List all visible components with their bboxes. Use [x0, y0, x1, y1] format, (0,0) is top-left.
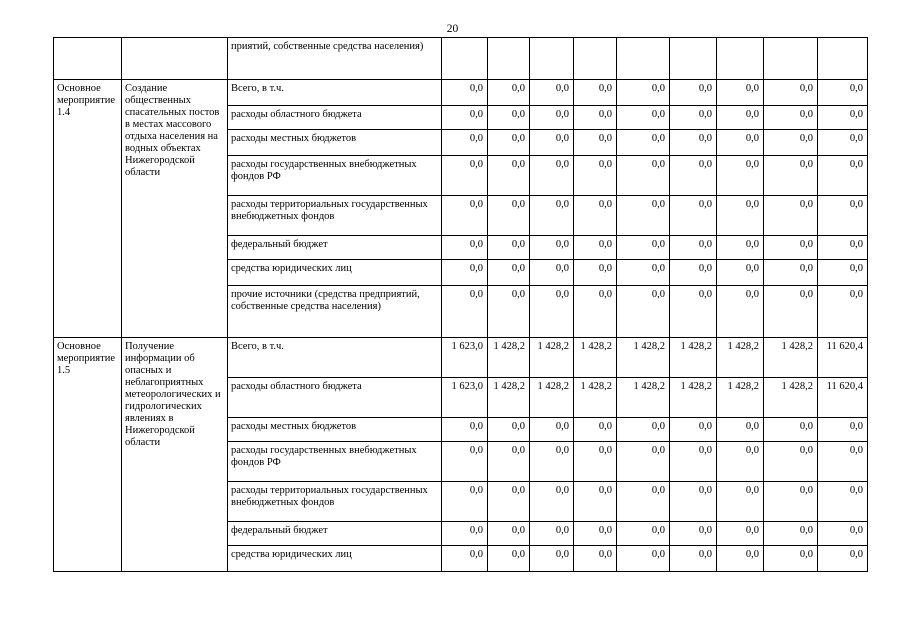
value-cell: 0,0: [574, 418, 617, 442]
value-cell: 0,0: [574, 522, 617, 546]
value-cell: 0,0: [617, 156, 670, 196]
value-cell: 1 428,2: [670, 378, 717, 418]
value-cell: 0,0: [442, 80, 488, 106]
value-cell: 0,0: [617, 522, 670, 546]
value-cell: 0,0: [617, 130, 670, 156]
activity-name: Создание общественных спасательных постов в местах массового отдыха населения на водных объектах Нижегородской области: [122, 80, 228, 338]
value-cell: [488, 38, 530, 80]
funding-source: средства юридических лиц: [228, 546, 442, 572]
value-cell: 0,0: [617, 196, 670, 236]
value-cell: 0,0: [764, 442, 818, 482]
funding-source: расходы государственных внебюджетных фондов РФ: [228, 442, 442, 482]
value-cell: 0,0: [670, 286, 717, 338]
value-cell: 0,0: [764, 546, 818, 572]
value-cell: 1 428,2: [670, 338, 717, 378]
value-cell: 0,0: [764, 156, 818, 196]
funding-source: расходы областного бюджета: [228, 378, 442, 418]
value-cell: 0,0: [717, 482, 764, 522]
value-cell: 0,0: [442, 482, 488, 522]
value-cell: 0,0: [442, 546, 488, 572]
value-cell: 0,0: [530, 286, 574, 338]
value-cell: 1 428,2: [717, 378, 764, 418]
value-cell: 0,0: [818, 482, 868, 522]
value-cell: 0,0: [717, 546, 764, 572]
value-cell: 0,0: [488, 80, 530, 106]
value-cell: 0,0: [442, 130, 488, 156]
value-cell: 0,0: [488, 546, 530, 572]
value-cell: 0,0: [488, 442, 530, 482]
value-cell: 1 428,2: [574, 338, 617, 378]
value-cell: 0,0: [574, 482, 617, 522]
value-cell: 0,0: [818, 80, 868, 106]
value-cell: 0,0: [574, 196, 617, 236]
value-cell: 0,0: [617, 106, 670, 130]
value-cell: 0,0: [670, 106, 717, 130]
value-cell: 0,0: [574, 130, 617, 156]
value-cell: 0,0: [488, 236, 530, 260]
value-cell: 0,0: [670, 546, 717, 572]
value-cell: 0,0: [442, 260, 488, 286]
funding-source: расходы территориальных государственных внебюджетных фондов: [228, 482, 442, 522]
value-cell: 0,0: [617, 236, 670, 260]
value-cell: 0,0: [670, 418, 717, 442]
funding-source: федеральный бюджет: [228, 236, 442, 260]
value-cell: 0,0: [617, 546, 670, 572]
value-cell: 0,0: [764, 522, 818, 546]
value-cell: 0,0: [488, 418, 530, 442]
value-cell: 0,0: [818, 130, 868, 156]
value-cell: [670, 38, 717, 80]
value-cell: 0,0: [764, 482, 818, 522]
value-cell: 0,0: [488, 196, 530, 236]
funding-source: расходы местных бюджетов: [228, 418, 442, 442]
value-cell: 0,0: [530, 546, 574, 572]
funding-source: средства юридических лиц: [228, 260, 442, 286]
funding-source: Всего, в т.ч.: [228, 338, 442, 378]
value-cell: 0,0: [488, 130, 530, 156]
value-cell: 0,0: [530, 418, 574, 442]
table-row: [54, 80, 868, 106]
value-cell: 0,0: [574, 80, 617, 106]
value-cell: [764, 38, 818, 80]
value-cell: 0,0: [574, 546, 617, 572]
value-cell: 0,0: [818, 442, 868, 482]
value-cell: 0,0: [530, 106, 574, 130]
value-cell: 0,0: [717, 522, 764, 546]
value-cell: [717, 38, 764, 80]
value-cell: 0,0: [488, 106, 530, 130]
value-cell: 0,0: [670, 522, 717, 546]
value-cell: 1 428,2: [488, 338, 530, 378]
value-cell: 0,0: [442, 442, 488, 482]
value-cell: 0,0: [670, 442, 717, 482]
value-cell: 0,0: [488, 286, 530, 338]
funding-source: Всего, в т.ч.: [228, 80, 442, 106]
value-cell: 0,0: [717, 130, 764, 156]
funding-source: прочие источники (средства предприятий, собственные средства населения): [228, 286, 442, 338]
value-cell: 0,0: [442, 522, 488, 546]
value-cell: 1 428,2: [617, 378, 670, 418]
value-cell: 0,0: [818, 286, 868, 338]
value-cell: 0,0: [670, 482, 717, 522]
value-cell: 1 428,2: [574, 378, 617, 418]
value-cell: 0,0: [717, 236, 764, 260]
funding-source: федеральный бюджет: [228, 522, 442, 546]
source-cell: приятий, собственные средства населения): [228, 38, 442, 80]
value-cell: 1 623,0: [442, 378, 488, 418]
value-cell: 0,0: [488, 156, 530, 196]
value-cell: 0,0: [717, 80, 764, 106]
value-cell: 0,0: [530, 260, 574, 286]
value-cell: 0,0: [670, 236, 717, 260]
value-cell: 0,0: [818, 196, 868, 236]
value-cell: 0,0: [818, 106, 868, 130]
value-cell: 11 620,4: [818, 378, 868, 418]
value-cell: 0,0: [617, 418, 670, 442]
value-cell: 1 428,2: [488, 378, 530, 418]
page-number: 20: [446, 23, 459, 35]
funding-source: расходы областного бюджета: [228, 106, 442, 130]
value-cell: 0,0: [818, 522, 868, 546]
value-cell: 0,0: [574, 156, 617, 196]
value-cell: 0,0: [530, 442, 574, 482]
value-cell: 0,0: [717, 442, 764, 482]
value-cell: 0,0: [818, 546, 868, 572]
value-cell: 0,0: [717, 286, 764, 338]
value-cell: 1 428,2: [530, 378, 574, 418]
value-cell: 1 428,2: [717, 338, 764, 378]
value-cell: 0,0: [764, 80, 818, 106]
funding-source: расходы местных бюджетов: [228, 130, 442, 156]
value-cell: 0,0: [530, 236, 574, 260]
value-cell: 0,0: [530, 196, 574, 236]
funding-source: расходы территориальных государственных внебюджетных фондов: [228, 196, 442, 236]
activity-code: Основное мероприятие 1.5: [54, 338, 122, 572]
activity-name: Получение информации об опасных и неблагоприятных метеорологических и гидрологических явлениях в Нижегородской области: [122, 338, 228, 572]
value-cell: 0,0: [574, 260, 617, 286]
value-cell: 0,0: [717, 260, 764, 286]
value-cell: 0,0: [617, 260, 670, 286]
value-cell: 0,0: [670, 196, 717, 236]
value-cell: [574, 38, 617, 80]
value-cell: [617, 38, 670, 80]
value-cell: 0,0: [442, 286, 488, 338]
value-cell: 0,0: [617, 286, 670, 338]
value-cell: 0,0: [670, 130, 717, 156]
table-row: [54, 38, 868, 80]
value-cell: 0,0: [764, 260, 818, 286]
value-cell: 0,0: [488, 522, 530, 546]
value-cell: 0,0: [488, 260, 530, 286]
value-cell: 0,0: [442, 156, 488, 196]
value-cell: 1 428,2: [764, 338, 818, 378]
budget-table: [53, 37, 868, 572]
value-cell: [818, 38, 868, 80]
name-cell: [122, 38, 228, 80]
value-cell: 0,0: [530, 482, 574, 522]
value-cell: 0,0: [442, 196, 488, 236]
value-cell: 0,0: [574, 442, 617, 482]
value-cell: 0,0: [764, 130, 818, 156]
value-cell: [442, 38, 488, 80]
value-cell: 0,0: [617, 482, 670, 522]
value-cell: 1 428,2: [617, 338, 670, 378]
value-cell: 0,0: [530, 522, 574, 546]
value-cell: 0,0: [764, 286, 818, 338]
value-cell: 0,0: [442, 236, 488, 260]
value-cell: 0,0: [818, 418, 868, 442]
value-cell: 0,0: [574, 236, 617, 260]
code-cell: [54, 38, 122, 80]
value-cell: 1 428,2: [530, 338, 574, 378]
value-cell: 0,0: [530, 80, 574, 106]
value-cell: 0,0: [488, 482, 530, 522]
value-cell: 0,0: [764, 236, 818, 260]
value-cell: 0,0: [717, 418, 764, 442]
value-cell: 0,0: [530, 130, 574, 156]
value-cell: 0,0: [670, 80, 717, 106]
value-cell: 0,0: [442, 418, 488, 442]
value-cell: 0,0: [764, 196, 818, 236]
value-cell: 0,0: [574, 286, 617, 338]
funding-source: расходы государственных внебюджетных фондов РФ: [228, 156, 442, 196]
value-cell: 0,0: [670, 156, 717, 196]
activity-code: Основное мероприятие 1.4: [54, 80, 122, 338]
value-cell: 0,0: [670, 260, 717, 286]
value-cell: 1 623,0: [442, 338, 488, 378]
value-cell: 0,0: [717, 106, 764, 130]
value-cell: 11 620,4: [818, 338, 868, 378]
value-cell: 0,0: [764, 418, 818, 442]
value-cell: 0,0: [717, 196, 764, 236]
value-cell: 0,0: [764, 106, 818, 130]
value-cell: 0,0: [818, 156, 868, 196]
value-cell: 0,0: [530, 156, 574, 196]
value-cell: 0,0: [574, 106, 617, 130]
value-cell: 0,0: [717, 156, 764, 196]
value-cell: 0,0: [617, 80, 670, 106]
value-cell: 0,0: [818, 260, 868, 286]
value-cell: 0,0: [442, 106, 488, 130]
value-cell: 0,0: [617, 442, 670, 482]
value-cell: 1 428,2: [764, 378, 818, 418]
value-cell: 0,0: [818, 236, 868, 260]
value-cell: [530, 38, 574, 80]
table-row: [54, 338, 868, 378]
